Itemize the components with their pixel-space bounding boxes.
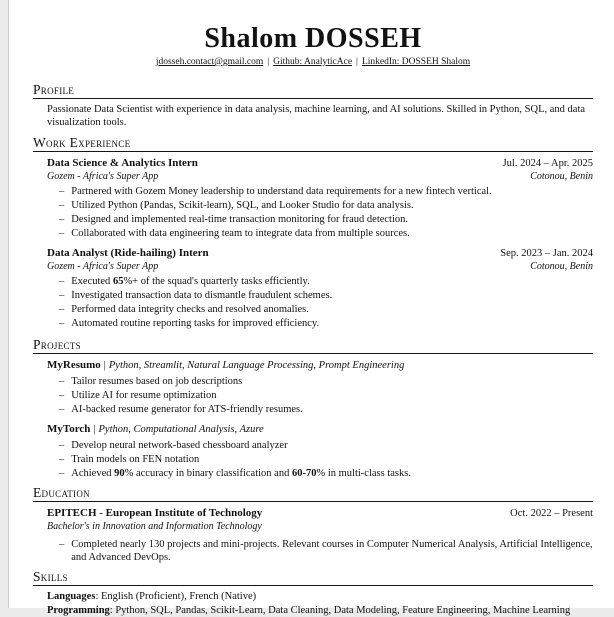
bullet-item xyxy=(59,199,593,212)
job-location: Cotonou, Benin xyxy=(530,261,593,272)
github-link[interactable]: Github: AnalyticAce xyxy=(273,57,353,67)
bullet-item xyxy=(59,439,593,452)
projects-body xyxy=(47,358,593,480)
bullet-text: – Develop neural network-based chessboard analyzer xyxy=(71,440,288,451)
resume-name: Shalom DOSSEH xyxy=(204,23,422,54)
project-name: MyResumo xyxy=(47,359,101,371)
job-role: Data Analyst (Ride-hailing) Intern xyxy=(47,247,209,259)
work-experience-body xyxy=(47,156,593,330)
project-bullets xyxy=(47,375,593,416)
education-body xyxy=(47,506,593,564)
work-entry xyxy=(47,246,593,330)
bullet-text: – Executed 65%+ of the squad's quarterly tasks efficiently. xyxy=(71,276,310,287)
pipe-separator: | xyxy=(103,360,106,371)
job-bullets xyxy=(47,275,593,330)
project-tech: Python, Streamlit, Natural Language Processing, Prompt Engineering xyxy=(108,360,405,371)
job-dates: Sep. 2023 – Jan. 2024 xyxy=(500,248,593,259)
project-bullets xyxy=(47,439,593,480)
project-name: MyTorch xyxy=(47,423,91,435)
bullet-item xyxy=(59,403,593,416)
bullet-item xyxy=(59,227,593,240)
bullet-text: – Tailor resumes based on job descriptions xyxy=(71,376,243,387)
skills-text: : English (Proficient), French (Native) xyxy=(95,591,257,602)
bullet-item xyxy=(59,289,593,302)
skills-label: Programming xyxy=(47,605,110,616)
bullet-text: – Partnered with Gozem Money leadership to understand data requirements for a new fintech vertical. xyxy=(71,186,492,197)
bullet-item xyxy=(59,453,593,466)
bullet-item xyxy=(59,275,593,288)
job-bullets xyxy=(47,185,593,240)
pipe-separator: | xyxy=(93,424,96,435)
resume-page xyxy=(8,0,614,616)
bullet-item xyxy=(59,389,593,402)
skills-label: Languages xyxy=(47,591,96,602)
company-name: Gozem - Africa's Super App xyxy=(47,261,159,272)
section-title-profile: Profile xyxy=(33,83,593,99)
bullet-item xyxy=(59,317,593,330)
company-name: Gozem - Africa's Super App xyxy=(47,171,159,182)
linkedin-link[interactable]: LinkedIn: DOSSEH Shalom xyxy=(361,57,471,67)
skills-text: : Python, SQL, Pandas, Scikit-Learn, Data Cleaning, Data Modeling, Feature Engineering, Machine Learning xyxy=(109,605,571,616)
bullet-text: – AI-backed resume generator for ATS-friendly resumes. xyxy=(71,404,303,415)
bullet-text: – Investigated transaction data to dismantle fraudulent schemes. xyxy=(71,290,333,301)
bullet-text: – Train models on FEN notation xyxy=(71,454,200,465)
bullet-text: – Utilize AI for resume optimization xyxy=(71,390,217,401)
education-bullets xyxy=(47,538,593,564)
bullet-text: – Completed nearly 130 projects and mini-projects. Relevant courses in Computer Numerical Analysis, Artificial Intelligence, and Advanced DevOps. xyxy=(71,539,593,563)
section-title-skills: Skills xyxy=(33,570,593,586)
bullet-text: – Utilized Python (Pandas, Scikit-learn), SQL, and Looker Studio for data analysis. xyxy=(71,200,414,211)
bullet-text: – Automated routine reporting tasks for improved efficiency. xyxy=(71,318,320,329)
bullet-item xyxy=(59,213,593,226)
bullet-item xyxy=(59,303,593,316)
bullet-item xyxy=(59,467,593,480)
bullet-text: – Collaborated with data engineering team to integrate data from multiple sources. xyxy=(71,228,410,239)
job-role: Data Science & Analytics Intern xyxy=(47,157,198,169)
project-item xyxy=(47,422,593,480)
education-dates: Oct. 2022 – Present xyxy=(510,508,593,519)
section-title-work-experience: Work Experience xyxy=(33,136,593,152)
bullet-item xyxy=(59,375,593,388)
profile-text: Passionate Data Scientist with experience in data analysis, machine learning, and AI solutions. Skilled in Python, SQL, and data visualization tools. xyxy=(47,104,586,128)
job-location: Cotonou, Benin xyxy=(530,171,593,182)
bullet-item xyxy=(59,538,593,564)
bullet-text: – Achieved 90% accuracy in binary classification and 60-70% in multi-class tasks. xyxy=(71,468,411,479)
contact-separator: | xyxy=(267,57,270,67)
bullet-text: – Performed data integrity checks and resolved anomalies. xyxy=(71,304,309,315)
project-tech: Python, Computational Analysis, Azure xyxy=(98,424,264,435)
bullet-item xyxy=(59,185,593,198)
work-entry xyxy=(47,156,593,240)
contact-line xyxy=(33,56,593,69)
degree-name: Bachelor's in Innovation and Information Technology xyxy=(47,521,262,532)
education-entry xyxy=(47,506,593,564)
skills-line xyxy=(47,604,593,617)
section-title-projects: Projects xyxy=(33,338,593,354)
job-dates: Jul. 2024 – Apr. 2025 xyxy=(502,158,593,169)
skills-line xyxy=(47,590,593,603)
email-link[interactable]: jdosseh.contact@gmail.com xyxy=(155,57,264,67)
project-item xyxy=(47,358,593,416)
section-title-education: Education xyxy=(33,486,593,502)
contact-separator: | xyxy=(356,57,358,67)
school-name: EPITECH - European Institute of Technology xyxy=(47,507,263,519)
bullet-text: – Designed and implemented real-time transaction monitoring for fraud detection. xyxy=(71,214,409,225)
skills-body xyxy=(47,590,593,617)
